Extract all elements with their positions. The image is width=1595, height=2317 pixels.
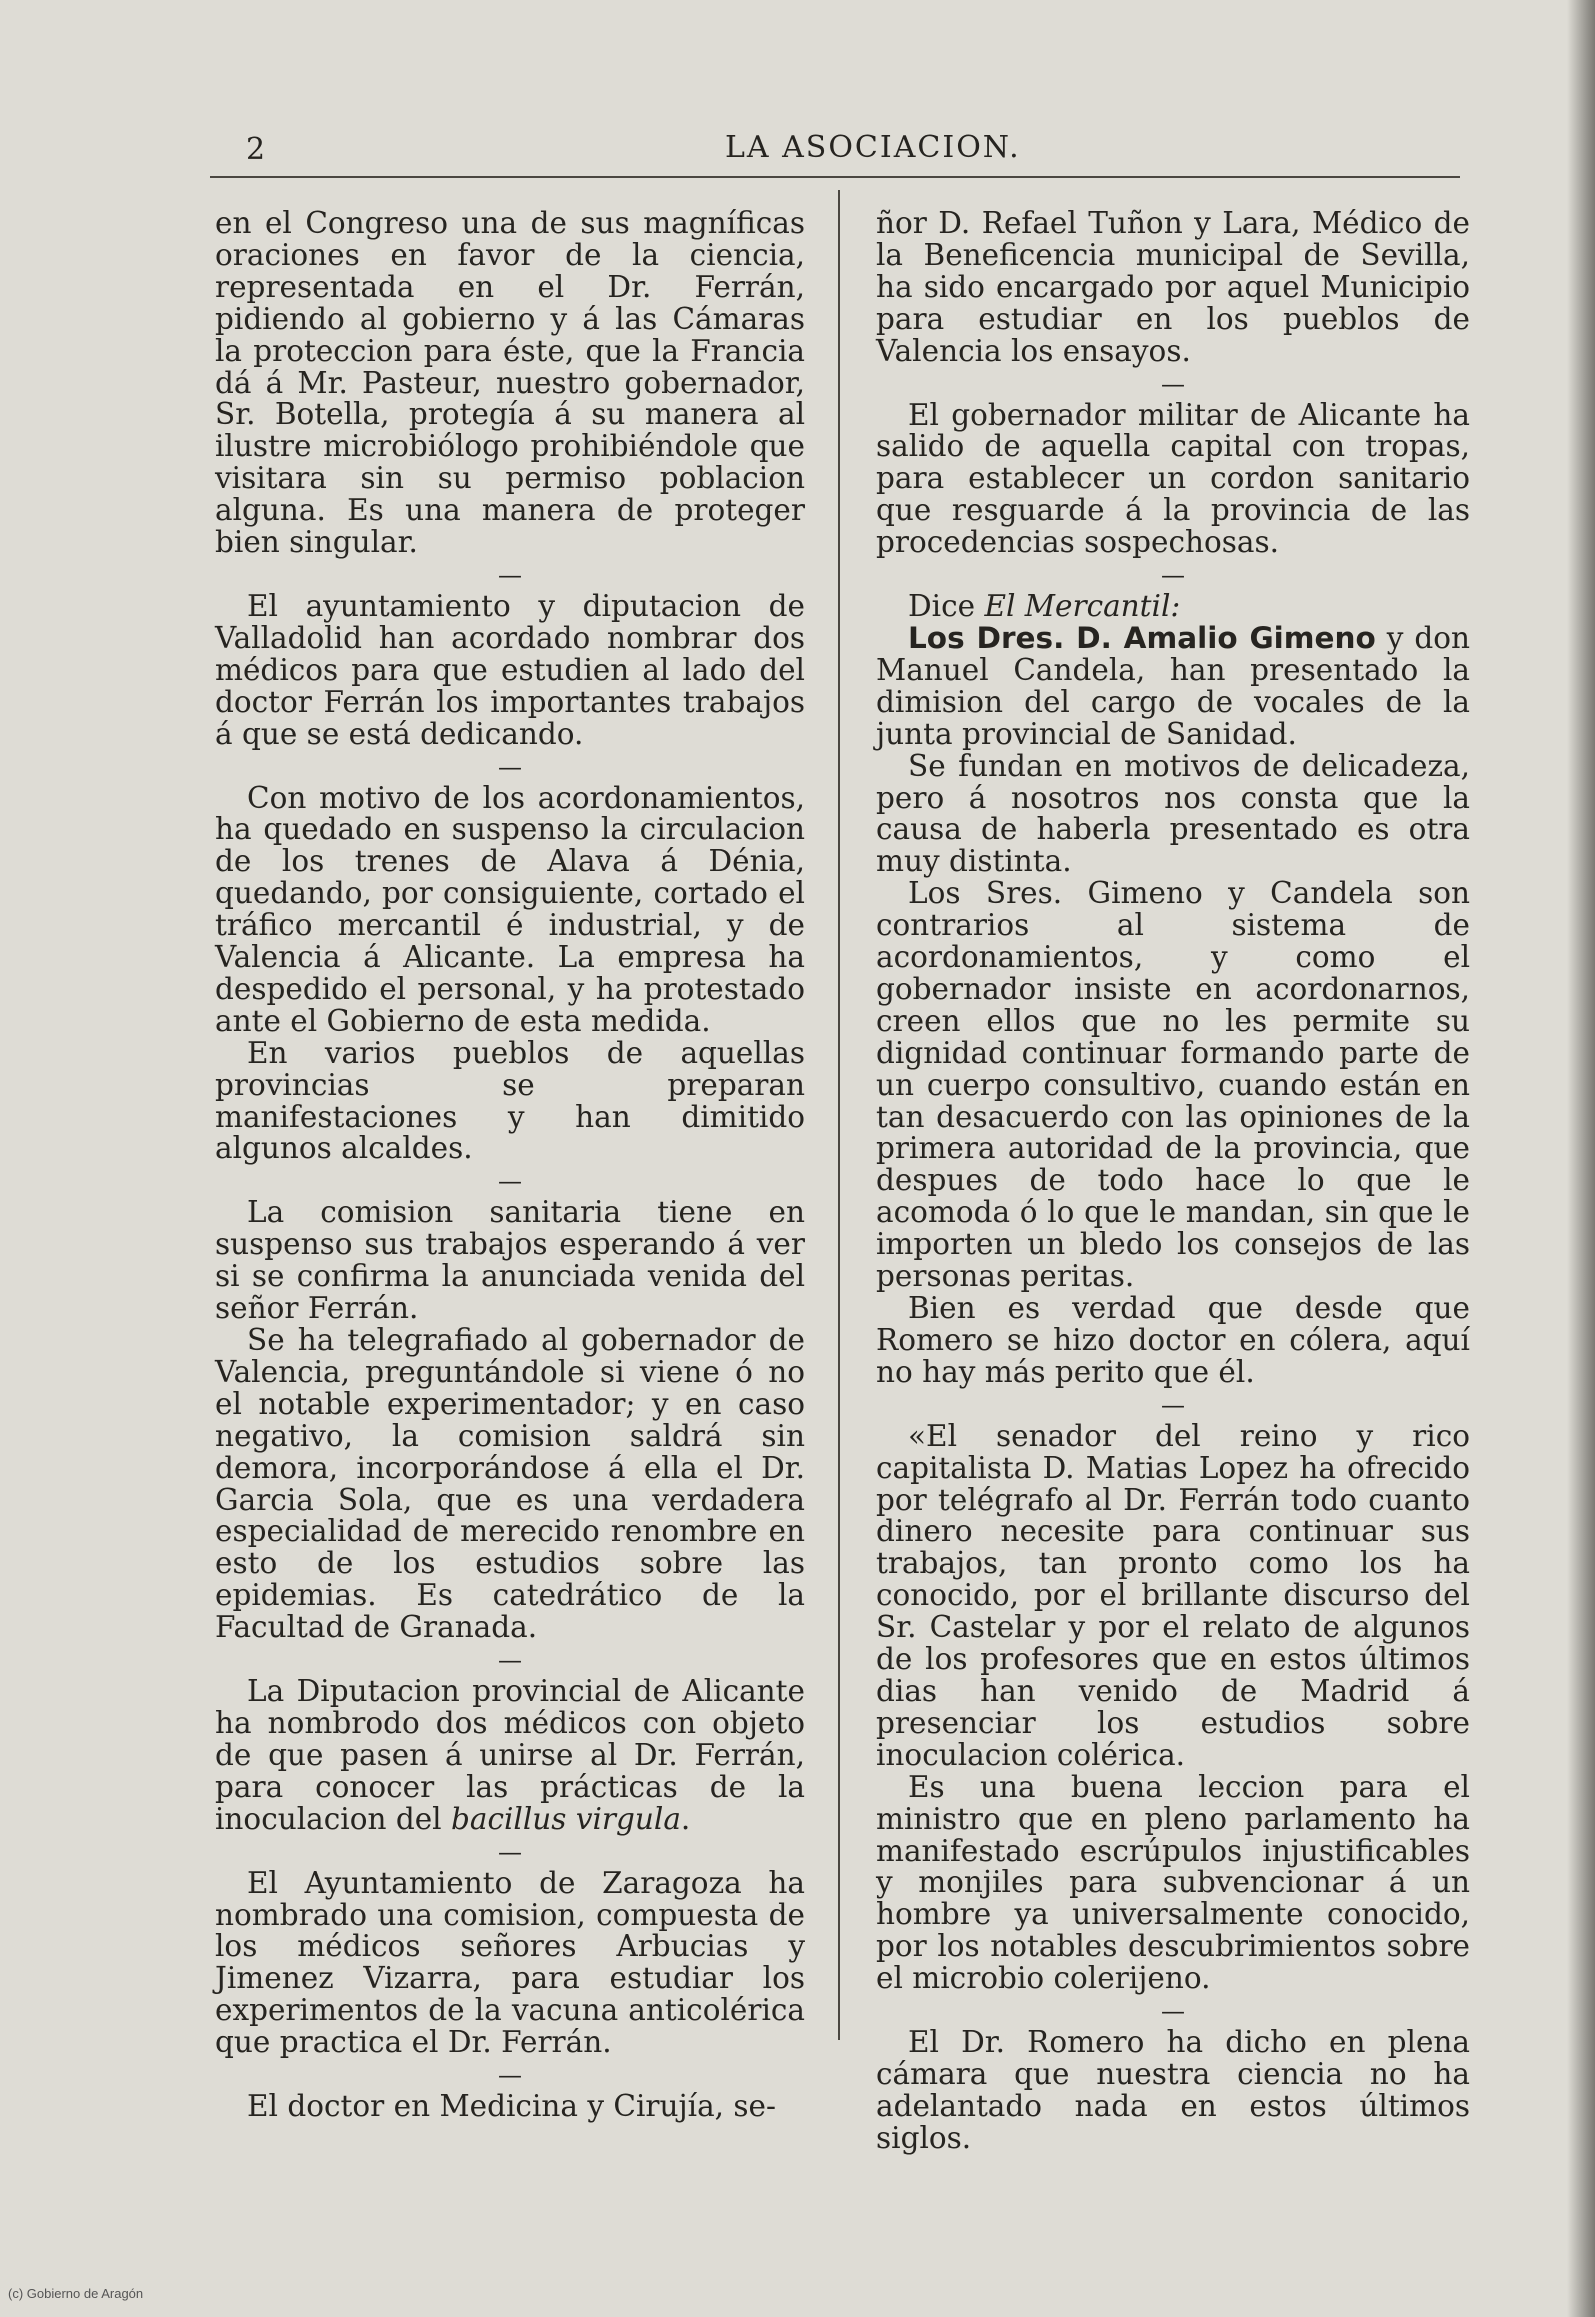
bold-names: Los Dres. D. Amalio Gimeno <box>908 620 1376 655</box>
newspaper-name: El Mercantil: <box>984 589 1181 624</box>
article-paragraph: ñor D. Refael Tuñon y Lara, Médico de la Beneficencia municipal de Sevilla, ha sido encargado por aquel Municipio para estudiar en los pueblos de Valencia los ensayos. <box>876 206 1470 368</box>
section-separator: — <box>498 560 522 589</box>
article-paragraph <box>215 1676 805 1836</box>
article-paragraph: En varios pueblos de aquellas provincias se preparan manifestaciones y han dimitido algunos alcaldes. <box>215 1035 805 1166</box>
copyright-credit: (c) Gobierno de Aragón <box>8 2286 144 2301</box>
section-separator: — <box>498 752 522 781</box>
quote-intro: Dice <box>908 589 985 624</box>
paragraph-text: La Diputacion provincial de Alicante ha nombrodo dos médicos con objeto de que pasen á unirse al Dr. Ferrán, para conocer las prácticas de la inoculacion del <box>215 1674 805 1836</box>
header-rule <box>210 176 1460 178</box>
right-column <box>876 208 1470 2155</box>
left-column <box>215 208 805 2123</box>
page-edge-shadow <box>1567 0 1595 2317</box>
page-header <box>210 128 1460 178</box>
section-separator: — <box>498 1646 522 1675</box>
article-paragraph: Se ha telegrafiado al gobernador de Valencia, preguntándole si viene ó no el notable experimentador; y en caso negativo, la comision saldrá sin demora, incorporándose á ella el Dr. Garcia Sola, que es una verdadera especialidad de merecido renombre en esto de los estudios sobre las epidemias. Es catedrático de la Facultad de Granada. <box>215 1323 805 1645</box>
section-separator: — <box>498 1837 522 1866</box>
article-paragraph: Los Sres. Gimeno y Candela son contrarios al sistema de acordonamientos, y como el gobernador insiste en acordonarnos, creen ellos que no les permite su dignidad continuar formando parte de un cuerpo consultivo, cuando están en tan desacuerdo con las opiniones de la primera autoridad de la provincia, que despues de todo hace lo que le acomoda ó lo que le mandan, sin que le importen un bledo los consejos de las personas peritas. <box>876 876 1470 1294</box>
article-paragraph: Bien es verdad que desde que Romero se hizo doctor en cólera, aquí no hay más perito que él. <box>876 1291 1470 1389</box>
paragraph-end: . <box>680 1801 691 1836</box>
article-paragraph: «El senador del reino y rico capitalista D. Matias Lopez ha ofrecido por telégrafo al Dr. Ferrán todo cuanto dinero necesite para continuar sus trabajos, tan pronto como los ha conocido, por el brillante discurso del Sr. Castelar y por el relato de algunos de los profesores que en estos últimos dias han venido de Madrid á presenciar los estudios sobre inoculacion colérica. <box>876 1418 1470 1772</box>
article-paragraph: El Ayuntamiento de Zaragoza ha nombrado una comision, compuesta de los médicos señores Arbucias y Jimenez Vizarra, para estudiar los experimentos de la vacuna anticolérica que practica el Dr. Ferrán. <box>215 1865 805 2060</box>
article-paragraph: El ayuntamiento y diputacion de Valladolid han acordado nombrar dos médicos para que estudien al lado del doctor Ferrán los importantes trabajos á que se está dedicando. <box>215 588 805 751</box>
article-paragraph: La comision sanitaria tiene en suspenso sus trabajos esperando á ver si se confirma la anunciada venida del señor Ferrán. <box>215 1195 805 1326</box>
article-paragraph: Se fundan en motivos de delicadeza, pero á nosotros nos consta que la causa de haberla presentado es otra muy distinta. <box>876 748 1470 879</box>
section-separator: — <box>498 2061 522 2090</box>
section-separator: — <box>1161 369 1185 398</box>
section-separator: — <box>498 1167 522 1196</box>
running-title: LA ASOCIACION. <box>725 130 1021 165</box>
article-paragraph: Con motivo de los acordonamientos, ha quedado en suspenso la circulacion de los trenes de Alava á Dénia, quedando, por consiguiente, cortado el tráfico mercantil é industrial, y de Valencia á Alicante. La empresa ha despedido el personal, y ha protestado ante el Gobierno de esta medida. <box>215 780 805 1038</box>
paragraph-text: y don Manuel Candela, han presentado la dimision del cargo de vocales de la junta provincial de Sanidad. <box>876 620 1470 751</box>
section-separator: — <box>1161 561 1185 590</box>
article-paragraph: El gobernador militar de Alicante ha salido de aquella capital con tropas, para establecer un cordon sanitario que resguarde á la provincia de las procedencias sospechosas. <box>876 397 1470 560</box>
section-separator: — <box>1161 1390 1185 1419</box>
article-paragraph: en el Congreso una de sus magníficas oraciones en favor de la ciencia, representada en el Dr. Ferrán, pidiendo al gobierno y á las Cámaras la proteccion para éste, que la Francia dá á Mr. Pasteur, nuestro gobernador, Sr. Botella, protegía á su manera al ilustre microbiólogo prohibiéndole que visitara sin su permiso poblacion alguna. Es una manera de proteger bien singular. <box>215 206 805 560</box>
section-separator: — <box>1161 1997 1185 2026</box>
article-paragraph <box>876 620 1470 751</box>
column-divider <box>838 190 840 2040</box>
article-paragraph: El doctor en Medicina y Cirujía, se- <box>247 2089 776 2124</box>
article-paragraph: El Dr. Romero ha dicho en plena cámara que nuestra ciencia no ha adelantado nada en estos últimos siglos. <box>876 2025 1470 2155</box>
page-number: 2 <box>246 132 266 167</box>
article-paragraph <box>876 591 1470 623</box>
italic-term: bacillus virgula <box>451 1801 681 1836</box>
article-paragraph: Es una buena leccion para el ministro que en pleno parlamento ha manifestado escrúpulos injustificables y monjiles para subvencionar á un hombre ya universalmente conocido, por los notables descubrimientos sobre el microbio colerijeno. <box>876 1769 1470 1996</box>
